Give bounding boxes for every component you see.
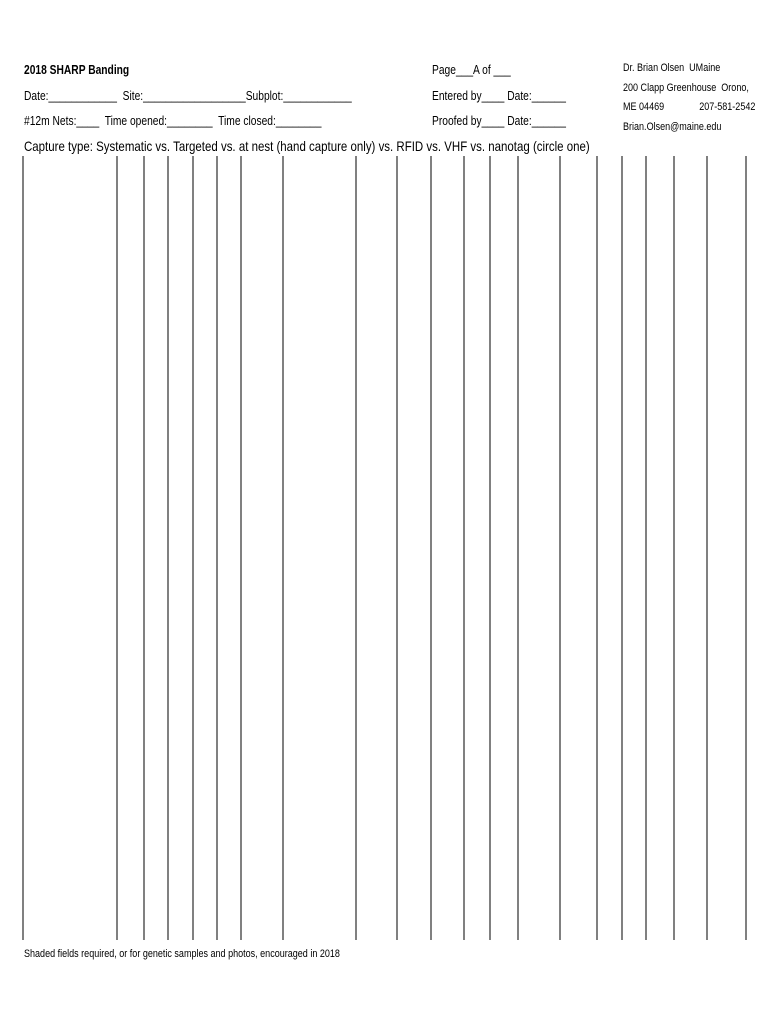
data-cell-how-aged-row-3[interactable] [431,484,464,530]
data-cell-muscle-score-row-7[interactable] [646,667,674,713]
data-cell-location-row-4[interactable] [283,530,356,576]
data-cell-abdominal-fat-row-2[interactable] [622,439,646,485]
data-cell-muscle-score-row-12[interactable] [646,894,674,940]
data-cell-location-row-5[interactable] [283,575,356,621]
data-cell-age-row-9[interactable] [397,758,431,804]
data-cell-measurer-id-row-1[interactable] [490,393,518,439]
data-cell-location-row-9[interactable] [283,758,356,804]
data-cell-location-row-2[interactable] [283,439,356,485]
data-cell-location-row-6[interactable] [283,621,356,667]
data-cell-abdominal-fat-row-12[interactable] [622,894,646,940]
data-cell-how-aged-row-6[interactable] [431,621,464,667]
data-cell-species-row-3[interactable] [241,484,283,530]
data-cell-age-row-10[interactable] [397,803,431,849]
data-cell-l-leg-proximal-row-5[interactable] [168,575,193,621]
data-cell-tarsus-row-8[interactable] [674,712,707,758]
data-cell-tarsus-row-2[interactable] [674,439,707,485]
data-cell-wing-chord-row-6[interactable] [518,621,560,667]
entered-by-line[interactable]: Entered by____ Date:______ [432,89,566,103]
data-cell-species-row-10[interactable] [241,803,283,849]
data-cell-bird-weight-row-4[interactable] [560,530,597,576]
data-cell-tarsus-row-4[interactable] [674,530,707,576]
data-cell-muscle-score-row-3[interactable] [646,484,674,530]
data-cell-measurer-id-row-11[interactable] [490,849,518,895]
data-cell-muscle-score-row-10[interactable] [646,803,674,849]
data-cell-l-leg-proximal-row-3[interactable] [168,484,193,530]
data-cell-l-leg-proximal-row-8[interactable] [168,712,193,758]
data-cell-recap-row-2[interactable] [217,439,241,485]
data-cell-har-row-2[interactable] [23,439,117,485]
data-cell-abdominal-fat-row-11[interactable] [622,849,646,895]
data-cell-bird-weight-row-8[interactable] [560,712,597,758]
data-cell-capture-time-row-1[interactable] [356,393,397,439]
data-cell-wing-chord-row-11[interactable] [518,849,560,895]
data-cell-abdominal-fat-row-6[interactable] [622,621,646,667]
data-cell-wing-chord-row-2[interactable] [518,439,560,485]
data-cell-furcular-fat-row-7[interactable] [597,667,622,713]
data-cell-age-row-7[interactable] [397,667,431,713]
data-cell-wing-chord-row-5[interactable] [518,575,560,621]
data-cell-l-leg-distal-row-4[interactable] [193,530,217,576]
data-cell-age-row-1[interactable] [397,393,431,439]
data-cell-recap-row-6[interactable] [217,621,241,667]
data-cell-wing-chord-row-12[interactable] [518,894,560,940]
data-cell-how-aged-row-4[interactable] [431,530,464,576]
data-cell-cp-bp-row-12[interactable] [464,894,490,940]
data-cell-har-row-7[interactable] [23,667,117,713]
data-cell-r-leg-distal-row-12[interactable] [144,894,168,940]
data-cell-r-leg-proximal-row-4[interactable] [117,530,144,576]
data-cell-capture-time-row-8[interactable] [356,712,397,758]
data-cell-nalospi-row-7[interactable] [707,667,746,713]
data-cell-recap-row-8[interactable] [217,712,241,758]
data-cell-capture-time-row-5[interactable] [356,575,397,621]
data-cell-abdominal-fat-row-10[interactable] [622,803,646,849]
data-cell-r-leg-distal-row-2[interactable] [144,439,168,485]
data-cell-furcular-fat-row-10[interactable] [597,803,622,849]
data-cell-cp-bp-row-6[interactable] [464,621,490,667]
data-cell-l-leg-distal-row-11[interactable] [193,849,217,895]
data-cell-how-aged-row-9[interactable] [431,758,464,804]
data-cell-l-leg-distal-row-7[interactable] [193,667,217,713]
data-cell-r-leg-proximal-row-1[interactable] [117,393,144,439]
data-cell-measurer-id-row-2[interactable] [490,439,518,485]
data-cell-nalospi-row-12[interactable] [707,894,746,940]
data-cell-l-leg-proximal-row-9[interactable] [168,758,193,804]
data-cell-furcular-fat-row-6[interactable] [597,621,622,667]
data-cell-l-leg-distal-row-1[interactable] [193,393,217,439]
data-cell-r-leg-proximal-row-12[interactable] [117,894,144,940]
data-cell-wing-chord-row-4[interactable] [518,530,560,576]
data-cell-bird-weight-row-12[interactable] [560,894,597,940]
data-cell-muscle-score-row-8[interactable] [646,712,674,758]
data-cell-r-leg-distal-row-10[interactable] [144,803,168,849]
data-cell-location-row-8[interactable] [283,712,356,758]
data-cell-l-leg-distal-row-6[interactable] [193,621,217,667]
data-cell-wing-chord-row-1[interactable] [518,393,560,439]
data-cell-cp-bp-row-2[interactable] [464,439,490,485]
date-site-subplot-line[interactable]: Date:____________ Site:__________________Subplot:____________ [24,89,352,103]
data-cell-l-leg-distal-row-3[interactable] [193,484,217,530]
data-cell-har-row-3[interactable] [23,484,117,530]
data-cell-r-leg-proximal-row-3[interactable] [117,484,144,530]
data-cell-capture-time-row-12[interactable] [356,894,397,940]
data-cell-bird-weight-row-1[interactable] [560,393,597,439]
data-cell-furcular-fat-row-12[interactable] [597,894,622,940]
data-cell-muscle-score-row-6[interactable] [646,621,674,667]
data-cell-r-leg-distal-row-6[interactable] [144,621,168,667]
data-cell-measurer-id-row-6[interactable] [490,621,518,667]
contact-zip-phone: ME 04469 207-581-2542 [623,101,756,113]
data-cell-location-row-11[interactable] [283,849,356,895]
data-cell-location-row-10[interactable] [283,803,356,849]
data-cell-l-leg-proximal-row-11[interactable] [168,849,193,895]
data-cell-abdominal-fat-row-1[interactable] [622,393,646,439]
data-cell-nalospi-row-6[interactable] [707,621,746,667]
data-cell-age-row-12[interactable] [397,894,431,940]
data-cell-abdominal-fat-row-7[interactable] [622,667,646,713]
data-cell-nalospi-row-5[interactable] [707,575,746,621]
data-cell-r-leg-proximal-row-10[interactable] [117,803,144,849]
data-cell-bird-weight-row-2[interactable] [560,439,597,485]
data-cell-capture-time-row-7[interactable] [356,667,397,713]
data-cell-tarsus-row-6[interactable] [674,621,707,667]
data-cell-recap-row-4[interactable] [217,530,241,576]
contact-address: 200 Clapp Greenhouse Orono, [623,82,749,94]
data-cell-bird-weight-row-9[interactable] [560,758,597,804]
data-cell-recap-row-10[interactable] [217,803,241,849]
data-cell-cp-bp-row-11[interactable] [464,849,490,895]
data-cell-age-row-2[interactable] [397,439,431,485]
data-cell-r-leg-proximal-row-7[interactable] [117,667,144,713]
data-cell-nalospi-row-4[interactable] [707,530,746,576]
data-cell-how-aged-row-2[interactable] [431,439,464,485]
data-cell-bird-weight-row-10[interactable] [560,803,597,849]
data-cell-cp-bp-row-7[interactable] [464,667,490,713]
data-cell-har-row-8[interactable] [23,712,117,758]
data-cell-muscle-score-row-11[interactable] [646,849,674,895]
data-cell-capture-time-row-10[interactable] [356,803,397,849]
data-cell-l-leg-proximal-row-4[interactable] [168,530,193,576]
data-cell-r-leg-distal-row-8[interactable] [144,712,168,758]
data-cell-nalospi-row-9[interactable] [707,758,746,804]
data-cell-l-leg-proximal-row-7[interactable] [168,667,193,713]
data-cell-location-row-1[interactable] [283,393,356,439]
data-cell-species-row-5[interactable] [241,575,283,621]
data-cell-measurer-id-row-10[interactable] [490,803,518,849]
data-cell-capture-time-row-11[interactable] [356,849,397,895]
data-cell-r-leg-distal-row-9[interactable] [144,758,168,804]
data-cell-nalospi-row-2[interactable] [707,439,746,485]
data-cell-species-row-8[interactable] [241,712,283,758]
data-cell-cp-bp-row-10[interactable] [464,803,490,849]
data-cell-furcular-fat-row-4[interactable] [597,530,622,576]
data-cell-r-leg-proximal-row-9[interactable] [117,758,144,804]
data-cell-l-leg-distal-row-8[interactable] [193,712,217,758]
data-cell-species-row-9[interactable] [241,758,283,804]
data-cell-abdominal-fat-row-5[interactable] [622,575,646,621]
data-cell-location-row-7[interactable] [283,667,356,713]
data-cell-species-row-6[interactable] [241,621,283,667]
data-cell-r-leg-proximal-row-11[interactable] [117,849,144,895]
data-cell-nalospi-row-11[interactable] [707,849,746,895]
data-cell-muscle-score-row-2[interactable] [646,439,674,485]
data-cell-age-row-4[interactable] [397,530,431,576]
data-cell-nalospi-row-3[interactable] [707,484,746,530]
data-cell-location-row-3[interactable] [283,484,356,530]
data-cell-age-row-3[interactable] [397,484,431,530]
data-cell-age-row-11[interactable] [397,849,431,895]
data-cell-r-leg-distal-row-5[interactable] [144,575,168,621]
data-cell-how-aged-row-7[interactable] [431,667,464,713]
data-cell-measurer-id-row-5[interactable] [490,575,518,621]
data-cell-how-aged-row-11[interactable] [431,849,464,895]
data-cell-furcular-fat-row-11[interactable] [597,849,622,895]
data-cell-har-row-9[interactable] [23,758,117,804]
data-cell-tarsus-row-12[interactable] [674,894,707,940]
data-cell-how-aged-row-10[interactable] [431,803,464,849]
data-cell-wing-chord-row-10[interactable] [518,803,560,849]
data-cell-r-leg-proximal-row-8[interactable] [117,712,144,758]
data-cell-har-row-12[interactable] [23,894,117,940]
data-cell-species-row-1[interactable] [241,393,283,439]
data-cell-capture-time-row-3[interactable] [356,484,397,530]
data-cell-wing-chord-row-8[interactable] [518,712,560,758]
data-cell-r-leg-proximal-row-6[interactable] [117,621,144,667]
data-cell-l-leg-distal-row-2[interactable] [193,439,217,485]
data-cell-measurer-id-row-9[interactable] [490,758,518,804]
data-cell-r-leg-distal-row-7[interactable] [144,667,168,713]
data-cell-r-leg-distal-row-11[interactable] [144,849,168,895]
data-cell-wing-chord-row-9[interactable] [518,758,560,804]
page-number-line[interactable]: Page___A of ___ [432,63,511,77]
data-cell-l-leg-distal-row-10[interactable] [193,803,217,849]
data-cell-nalospi-row-1[interactable] [707,393,746,439]
data-cell-r-leg-distal-row-3[interactable] [144,484,168,530]
data-cell-har-row-5[interactable] [23,575,117,621]
data-cell-how-aged-row-1[interactable] [431,393,464,439]
data-cell-muscle-score-row-9[interactable] [646,758,674,804]
data-cell-capture-time-row-9[interactable] [356,758,397,804]
data-cell-r-leg-distal-row-1[interactable] [144,393,168,439]
data-cell-recap-row-1[interactable] [217,393,241,439]
data-cell-abdominal-fat-row-3[interactable] [622,484,646,530]
data-cell-nalospi-row-10[interactable] [707,803,746,849]
data-cell-capture-time-row-2[interactable] [356,439,397,485]
data-cell-har-row-1[interactable] [23,393,117,439]
data-cell-measurer-id-row-3[interactable] [490,484,518,530]
data-cell-har-row-10[interactable] [23,803,117,849]
data-cell-tarsus-row-11[interactable] [674,849,707,895]
data-cell-recap-row-3[interactable] [217,484,241,530]
data-cell-age-row-5[interactable] [397,575,431,621]
data-cell-age-row-8[interactable] [397,712,431,758]
data-cell-l-leg-distal-row-5[interactable] [193,575,217,621]
data-cell-furcular-fat-row-1[interactable] [597,393,622,439]
data-cell-recap-row-7[interactable] [217,667,241,713]
data-cell-wing-chord-row-3[interactable] [518,484,560,530]
data-cell-recap-row-9[interactable] [217,758,241,804]
data-cell-bird-weight-row-6[interactable] [560,621,597,667]
capture-type-line: Capture type: Systematic vs. Targeted vs. at nest (hand capture only) vs. RFID vs. VHF vs. nanotag (circle one) [24,138,590,154]
footer-note: Shaded fields required, or for genetic samples and photos, encouraged in 2018 [24,948,340,960]
data-cell-furcular-fat-row-2[interactable] [597,439,622,485]
data-cell-species-row-12[interactable] [241,894,283,940]
data-cell-measurer-id-row-8[interactable] [490,712,518,758]
contact-email: Brian.Olsen@maine.edu [623,121,722,133]
data-cell-capture-time-row-4[interactable] [356,530,397,576]
data-cell-cp-bp-row-3[interactable] [464,484,490,530]
data-cell-har-row-11[interactable] [23,849,117,895]
form-title: 2018 SHARP Banding [24,63,130,77]
data-cell-bird-weight-row-7[interactable] [560,667,597,713]
data-cell-abdominal-fat-row-8[interactable] [622,712,646,758]
data-cell-furcular-fat-row-3[interactable] [597,484,622,530]
data-cell-tarsus-row-1[interactable] [674,393,707,439]
data-cell-l-leg-proximal-row-10[interactable] [168,803,193,849]
contact-name: Dr. Brian Olsen UMaine [623,62,721,74]
data-cell-muscle-score-row-5[interactable] [646,575,674,621]
data-cell-location-row-12[interactable] [283,894,356,940]
data-cell-cp-bp-row-8[interactable] [464,712,490,758]
data-cell-abdominal-fat-row-4[interactable] [622,530,646,576]
nets-time-line[interactable]: #12m Nets:____ Time opened:________ Time closed:________ [24,114,322,128]
data-cell-muscle-score-row-4[interactable] [646,530,674,576]
data-cell-bird-weight-row-3[interactable] [560,484,597,530]
data-cell-species-row-2[interactable] [241,439,283,485]
data-cell-l-leg-proximal-row-1[interactable] [168,393,193,439]
data-cell-furcular-fat-row-5[interactable] [597,575,622,621]
proofed-by-line[interactable]: Proofed by____ Date:______ [432,114,566,128]
data-cell-species-row-11[interactable] [241,849,283,895]
data-cell-r-leg-distal-row-4[interactable] [144,530,168,576]
data-cell-tarsus-row-10[interactable] [674,803,707,849]
data-cell-cp-bp-row-4[interactable] [464,530,490,576]
data-cell-l-leg-proximal-row-6[interactable] [168,621,193,667]
data-cell-capture-time-row-6[interactable] [356,621,397,667]
data-cell-age-row-6[interactable] [397,621,431,667]
data-cell-recap-row-5[interactable] [217,575,241,621]
data-cell-how-aged-row-8[interactable] [431,712,464,758]
data-cell-how-aged-row-5[interactable] [431,575,464,621]
data-cell-cp-bp-row-1[interactable] [464,393,490,439]
data-cell-r-leg-proximal-row-2[interactable] [117,439,144,485]
data-cell-wing-chord-row-7[interactable] [518,667,560,713]
data-cell-muscle-score-row-1[interactable] [646,393,674,439]
data-cell-how-aged-row-12[interactable] [431,894,464,940]
data-cell-tarsus-row-5[interactable] [674,575,707,621]
data-cell-recap-row-11[interactable] [217,849,241,895]
data-cell-measurer-id-row-7[interactable] [490,667,518,713]
data-cell-l-leg-proximal-row-12[interactable] [168,894,193,940]
data-cell-r-leg-proximal-row-5[interactable] [117,575,144,621]
data-cell-cp-bp-row-9[interactable] [464,758,490,804]
data-cell-l-leg-distal-row-12[interactable] [193,894,217,940]
data-cell-species-row-4[interactable] [241,530,283,576]
data-cell-l-leg-distal-row-9[interactable] [193,758,217,804]
data-cell-tarsus-row-7[interactable] [674,667,707,713]
data-cell-bird-weight-row-11[interactable] [560,849,597,895]
data-cell-tarsus-row-3[interactable] [674,484,707,530]
data-cell-tarsus-row-9[interactable] [674,758,707,804]
data-cell-har-row-6[interactable] [23,621,117,667]
data-cell-recap-row-12[interactable] [217,894,241,940]
data-cell-furcular-fat-row-8[interactable] [597,712,622,758]
data-cell-species-row-7[interactable] [241,667,283,713]
data-cell-har-row-4[interactable] [23,530,117,576]
data-cell-measurer-id-row-12[interactable] [490,894,518,940]
data-cell-furcular-fat-row-9[interactable] [597,758,622,804]
data-cell-cp-bp-row-5[interactable] [464,575,490,621]
data-cell-nalospi-row-8[interactable] [707,712,746,758]
data-cell-l-leg-proximal-row-2[interactable] [168,439,193,485]
data-cell-measurer-id-row-4[interactable] [490,530,518,576]
data-cell-bird-weight-row-5[interactable] [560,575,597,621]
data-cell-abdominal-fat-row-9[interactable] [622,758,646,804]
